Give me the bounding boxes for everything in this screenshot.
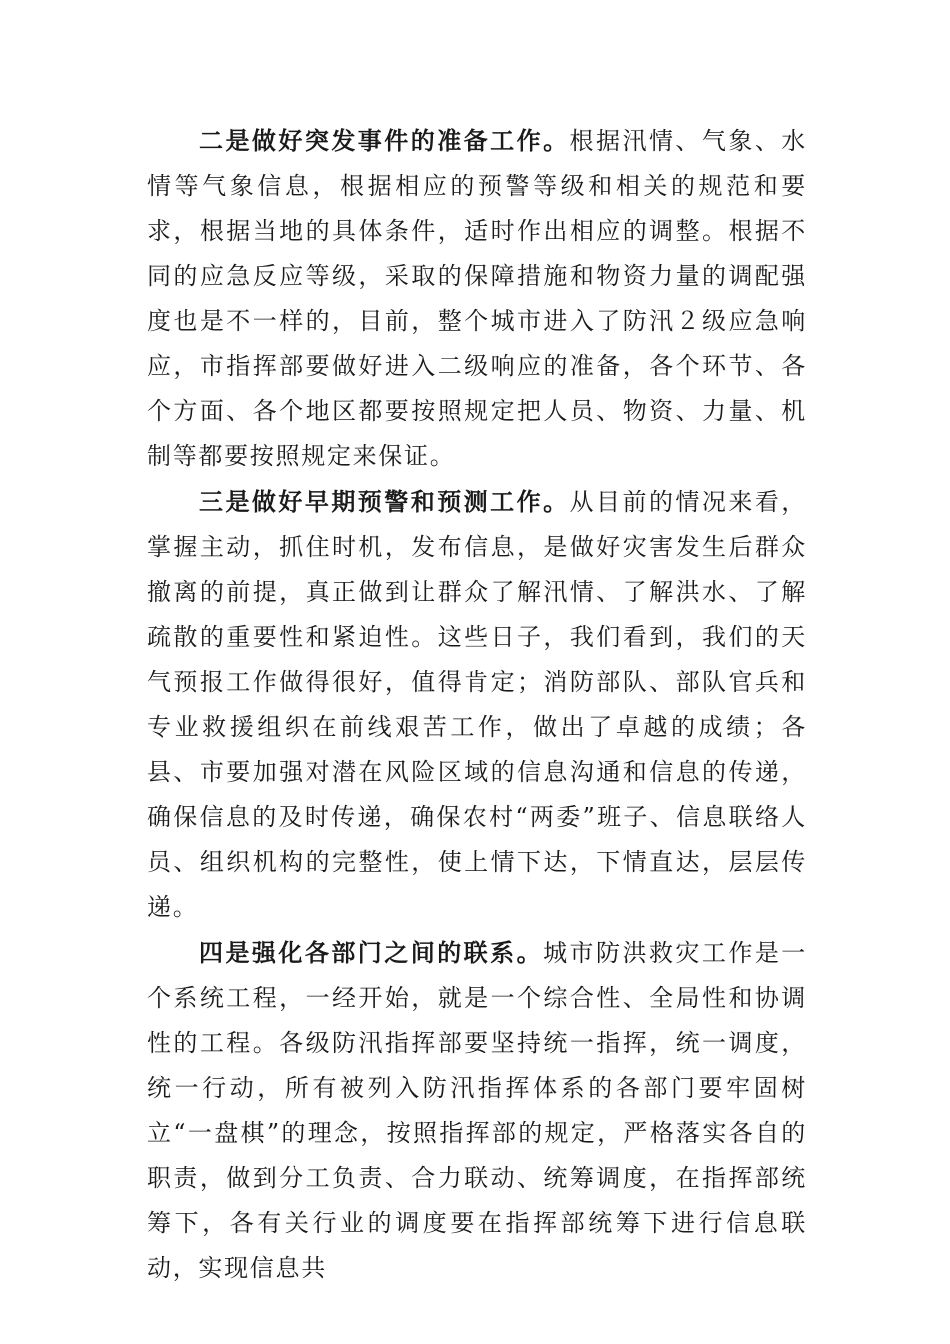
paragraph-heading: 四是强化各部门之间的联系。 (199, 938, 544, 967)
paragraph-text: 根据汛情、气象、水情等气象信息，根据相应的预警等级和相关的规范和要求，根据当地的具体条件，适时作出相应的调整。根据不同的应急反应等级，采取的保障措施和物资力量的调配强度也是不一样的，目前，整个城市进入了防汛２级应急响应，市指挥部要做好进入二级响应的准备，各个环节、各个方面、各个地区都要按照规定把人员、物资、力量、机制等都要按照规定来保证。 (147, 127, 807, 470)
paragraph-3 (147, 479, 807, 930)
paragraph-4 (147, 930, 807, 1291)
document-page (147, 118, 807, 1291)
paragraph-text: 从目前的情况来看，掌握主动，抓住时机，发布信息，是做好灾害发生后群众撤离的前提，真正做到让群众了解汛情、了解洪水、了解疏散的重要性和紧迫性。这些日子，我们看到，我们的天气预报工作做得很好，值得肯定；消防部队、部队官兵和专业救援组织在前线艰苦工作，做出了卓越的成绩；各县、市要加强对潜在风险区域的信息沟通和信息的传递，确保信息的及时传递，确保农村“两委”班子、信息联络人员、组织机构的完整性，使上情下达，下情直达，层层传递。 (147, 488, 807, 921)
paragraph-heading: 三是做好早期预警和预测工作。 (199, 487, 570, 516)
paragraph-text: 城市防洪救灾工作是一个系统工程，一经开始，就是一个综合性、全局性和协调性的工程。各级防汛指挥部要坚持统一指挥，统一调度，统一行动，所有被列入防汛指挥体系的各部门要牢固树立“一盘棋”的理念，按照指挥部的规定，严格落实各自的职责，做到分工负责、合力联动、统筹调度，在指挥部统筹下，各有关行业的调度要在指挥部统筹下进行信息联动，实现信息共 (147, 939, 808, 1282)
paragraph-2 (147, 118, 807, 479)
paragraph-heading: 二是做好突发事件的准备工作。 (199, 126, 570, 155)
